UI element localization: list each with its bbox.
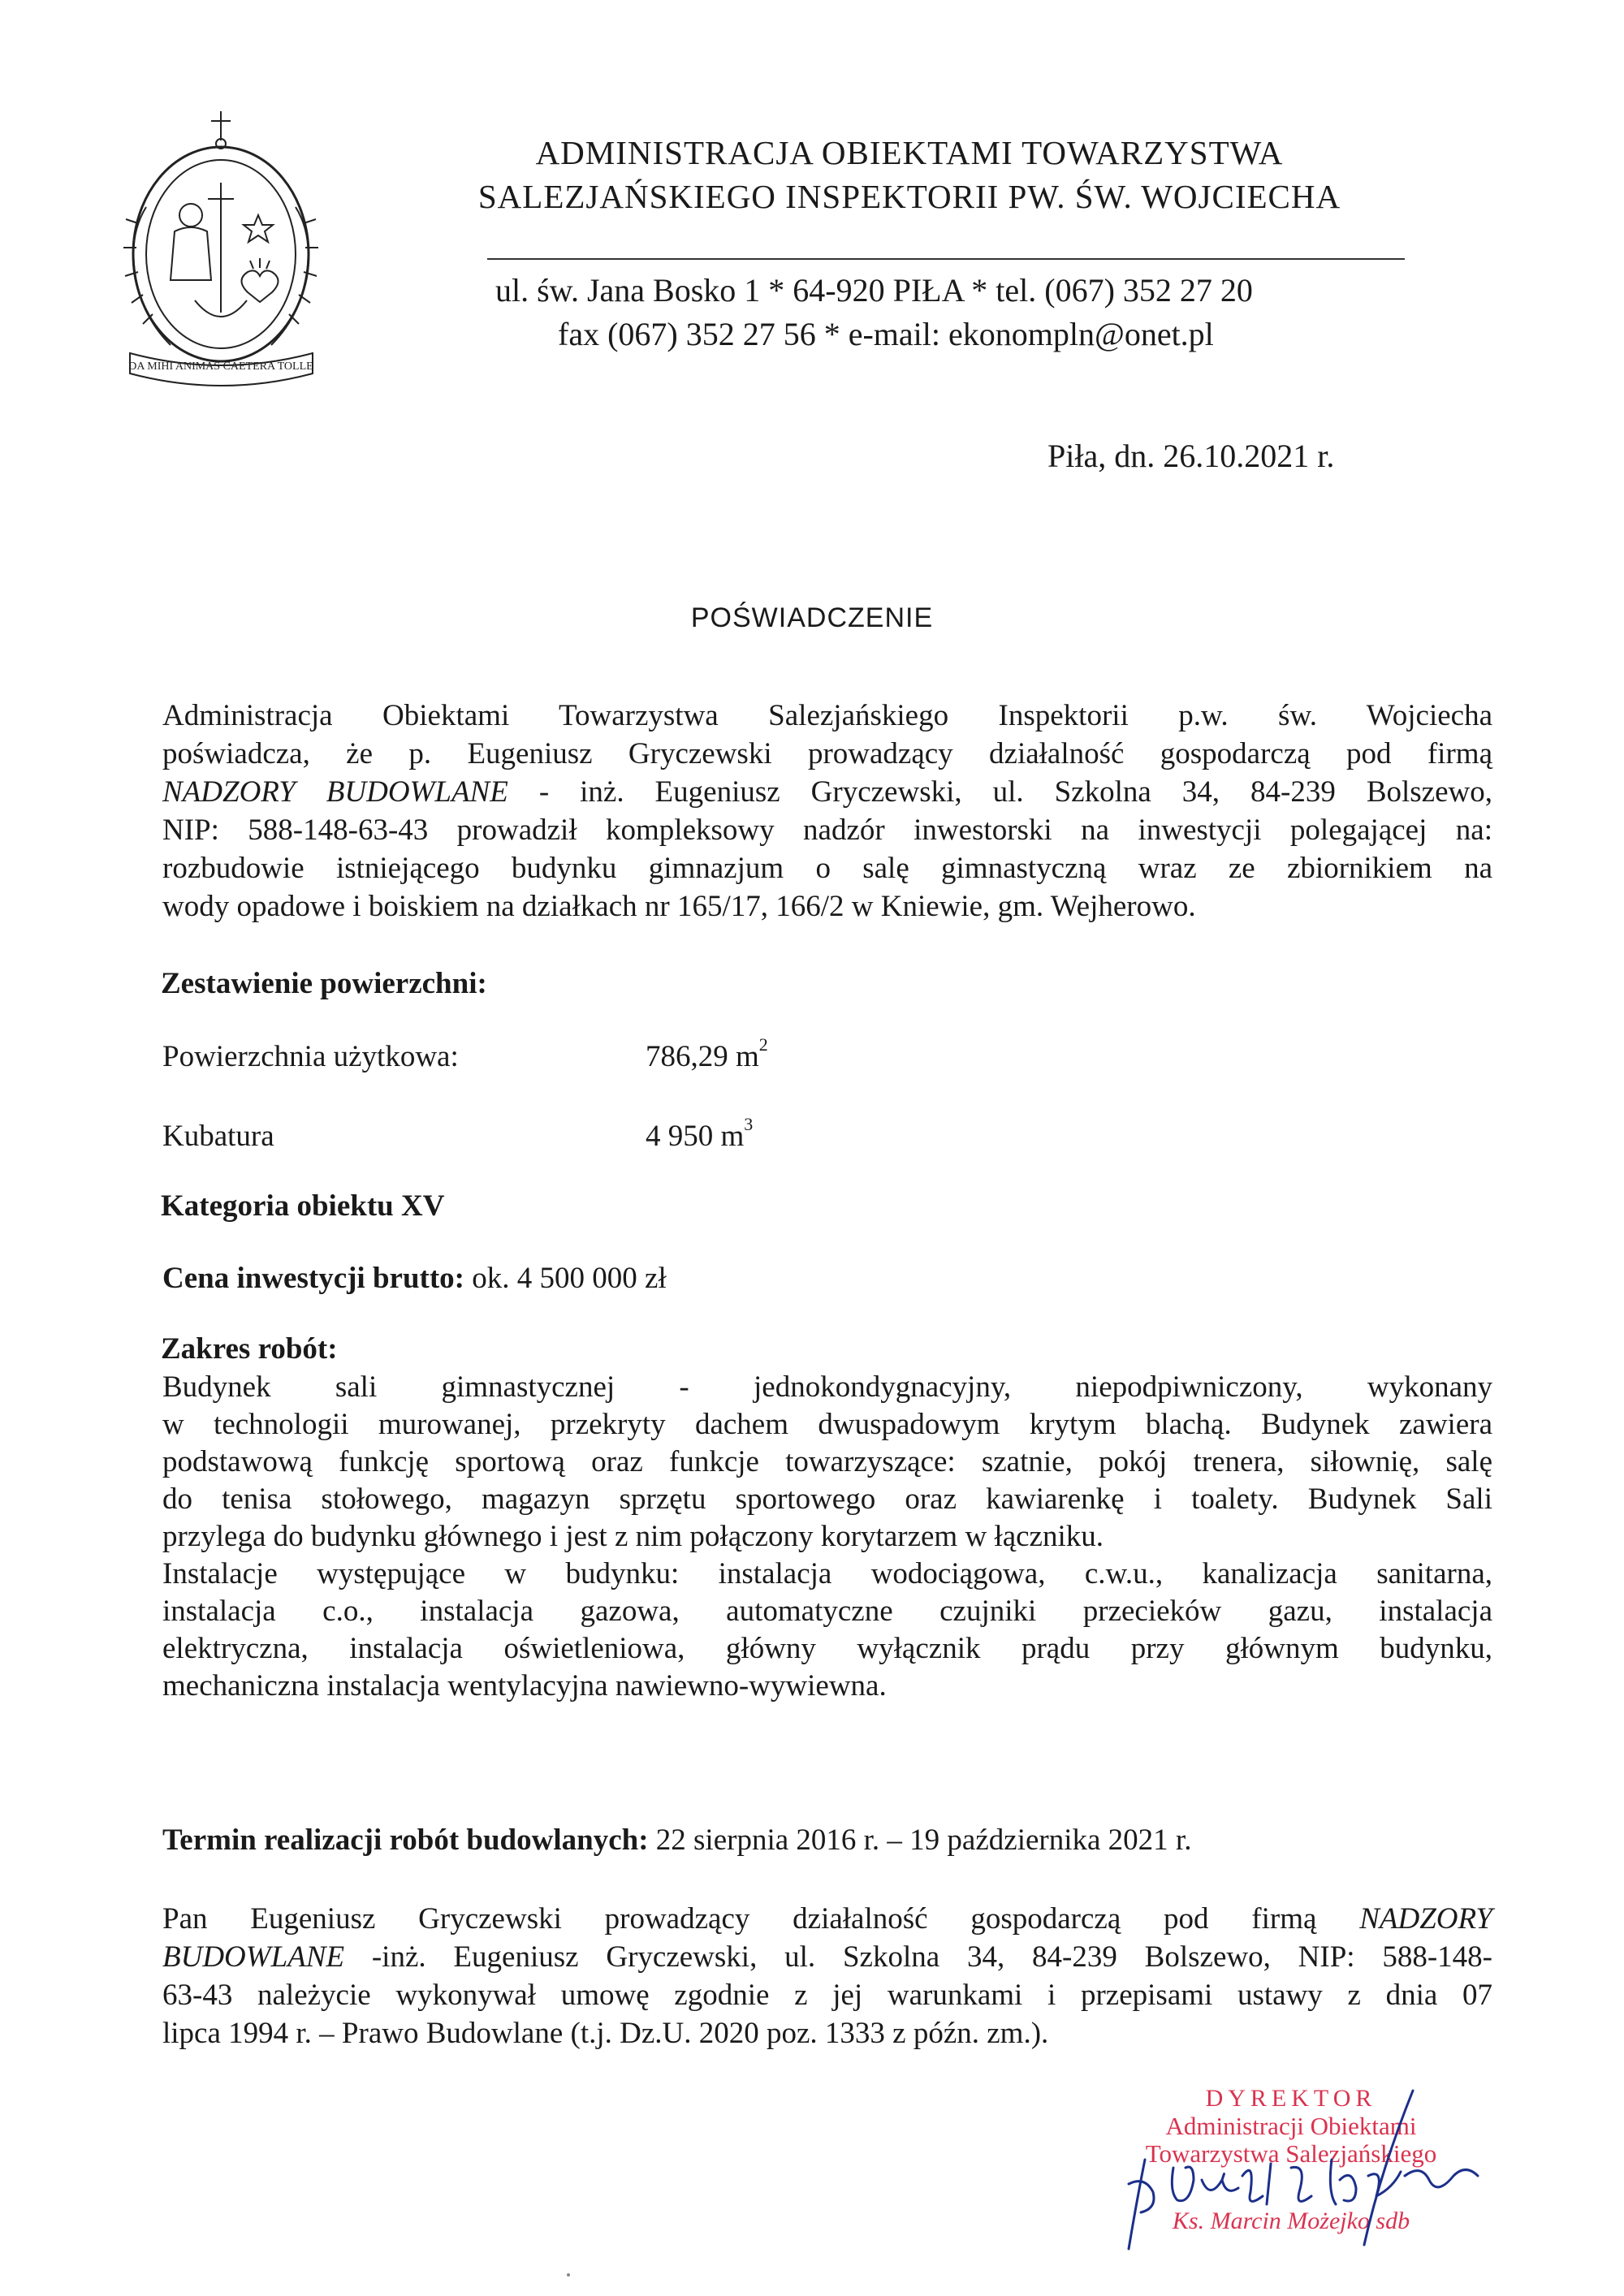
- volume-exponent: 3: [744, 1114, 754, 1134]
- company-name: NADZORY: [1359, 1902, 1492, 1936]
- scan-artifact-dot: [567, 2273, 570, 2277]
- price-value: ok. 4 500 000 zł: [464, 1262, 667, 1295]
- usable-area-exponent: 2: [758, 1034, 768, 1055]
- stamp-signatory-name: Ks. Marcin Możejko sdb: [1172, 2208, 1410, 2235]
- areas-heading: Zestawienie powierzchni:: [161, 967, 487, 1000]
- contact-address-line: ul. św. Jana Bosko 1 * 64-920 PIŁA * tel. (067) 352 27 20: [495, 272, 1253, 309]
- scope-heading: Zakres robót:: [161, 1332, 338, 1366]
- closing-line: lipca 1994 r. – Prawo Budowlane (t.j. Dz.U. 2020 poz. 1333 z późn. zm.).: [162, 2017, 1049, 2050]
- building-category: Kategoria obiektu XV: [161, 1189, 445, 1223]
- term-value: 22 sierpnia 2016 r. – 19 października 2021 r.: [648, 1823, 1192, 1857]
- intro-line: wody opadowe i boiskiem na działkach nr 165/17, 166/2 w Kniewie, gm. Wejherowo.: [162, 890, 1196, 923]
- header-divider: [487, 258, 1405, 260]
- completion-term: [162, 1823, 1191, 1858]
- document-date: Piła, dn. 26.10.2021 r.: [1047, 438, 1335, 474]
- scope-line: w technologii murowanej, przekryty dachem dwuspadowym krytym blachą. Budynek zawiera: [162, 1408, 1492, 1441]
- scope-line: Budynek sali gimnastycznej - jednokondygnacyjny, niepodpiwniczony, wykonany: [162, 1370, 1492, 1404]
- closing-line: 63-43 należycie wykonywał umowę zgodnie z jej warunkami i przepisami ustawy z dnia 07: [162, 1979, 1492, 2012]
- price-label: Cena inwestycji brutto:: [162, 1262, 465, 1295]
- intro-line: NIP: 588-148-63-43 prowadził kompleksowy nadzór inwestorski na inwestycji polegającej na:: [162, 814, 1492, 847]
- stamp-line: Towarzystwa Salezjańskiego: [1145, 2139, 1437, 2169]
- closing-line: [162, 1942, 1492, 1972]
- closing-line-text: Pan Eugeniusz Gryczewski prowadzący działalność gospodarczą pod firmą: [162, 1902, 1360, 1936]
- intro-line: poświadcza, że p. Eugeniusz Gryczewski prowadzący działalność gospodarczą pod firmą: [162, 737, 1492, 770]
- volume-value: [646, 1114, 754, 1154]
- organization-name-line2: SALEZJAŃSKIEGO INSPEKTORII PW. ŚW. WOJCIECHA: [477, 178, 1341, 215]
- usable-area-value: [646, 1034, 768, 1074]
- volume-number: 4 950 m: [646, 1120, 745, 1153]
- company-name: NADZORY BUDOWLANE: [162, 775, 508, 809]
- usable-area-label: Powierzchnia użytkowa:: [162, 1040, 459, 1073]
- salesian-emblem-logo: [114, 110, 329, 394]
- investment-price: [162, 1261, 667, 1296]
- scope-line: instalacja c.o., instalacja gazowa, automatyczne czujniki przecieków gazu, instalacja: [162, 1595, 1492, 1628]
- logo-motto: DA MIHI ANIMAS CAETERA TOLLE: [128, 360, 313, 373]
- stamp-line: Administracji Obiektami: [1165, 2111, 1417, 2140]
- stamp-title: DYREKTOR: [1205, 2085, 1377, 2112]
- term-label: Termin realizacji robót budowlanych:: [162, 1823, 649, 1857]
- organization-name-line1: ADMINISTRACJA OBIEKTAMI TOWARZYSTWA: [535, 134, 1284, 171]
- company-name: BUDOWLANE: [162, 1940, 345, 1974]
- scope-line: podstawową funkcję sportową oraz funkcje towarzyszące: szatnie, pokój trenera, siłownię, salę: [162, 1445, 1492, 1478]
- scope-line: do tenisa stołowego, magazyn sprzętu sportowego oraz kawiarenkę i toalety. Budynek Sali: [162, 1482, 1492, 1516]
- intro-line: rozbudowie istniejącego budynku gimnazjum o salę gimnastyczną wraz ze zbiornikiem na: [162, 852, 1492, 885]
- intro-line: Administracja Obiektami Towarzystwa Salezjańskiego Inspektorii p.w. św. Wojciecha: [162, 699, 1492, 732]
- volume-label: Kubatura: [162, 1120, 274, 1153]
- intro-line: [162, 777, 1492, 807]
- contact-fax-email-line: fax (067) 352 27 56 * e-mail: ekonompln@onet.pl: [558, 316, 1214, 352]
- closing-line-text: -inż. Eugeniusz Gryczewski, ul. Szkolna 34, 84-239 Bolszewo, NIP: 588-148-: [344, 1940, 1492, 1974]
- scope-line: Instalacje występujące w budynku: instalacja wodociągowa, c.w.u., kanalizacja sanitarna,: [162, 1557, 1492, 1590]
- closing-line: [162, 1904, 1492, 1934]
- intro-line-text: - inż. Eugeniusz Gryczewski, ul. Szkolna 34, 84-239 Bolszewo,: [508, 775, 1492, 809]
- scope-line: przylega do budynku głównego i jest z nim połączony korytarzem w łączniku.: [162, 1520, 1104, 1553]
- usable-area-number: 786,29 m: [646, 1040, 759, 1073]
- scope-line: mechaniczna instalacja wentylacyjna nawiewno-wywiewna.: [162, 1669, 887, 1703]
- document-title: POŚWIADCZENIE: [690, 602, 934, 633]
- scope-line: elektryczna, instalacja oświetleniowa, główny wyłącznik prądu przy głównym budynku,: [162, 1632, 1492, 1665]
- handwritten-signature: [1096, 2062, 1518, 2257]
